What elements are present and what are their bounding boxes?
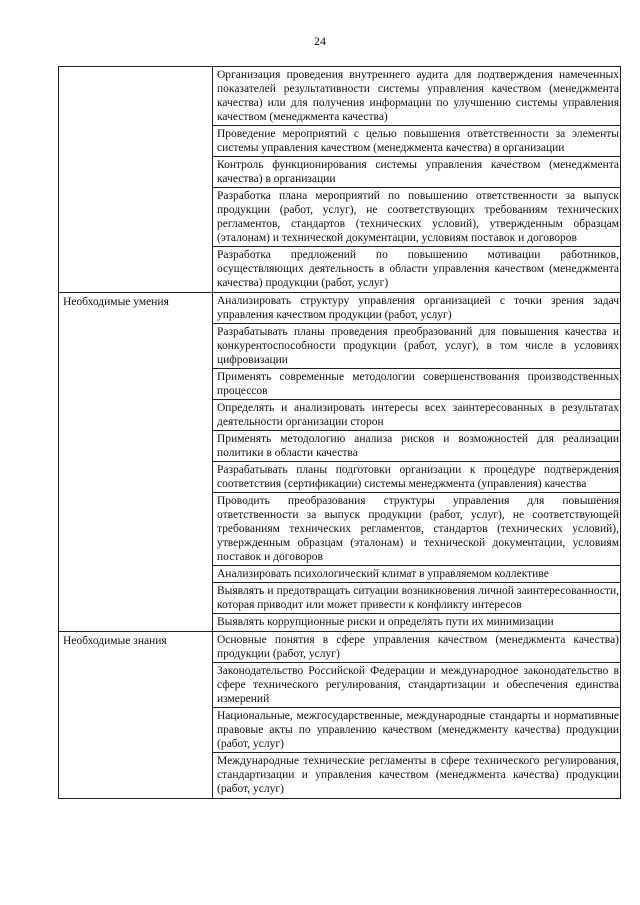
table-row xyxy=(59,67,621,293)
list-item: Организация проведения внутреннего аудита для подтверждения намеченных показателей результативности системы управления качеством (менеджмента качества) или для получения информации по улучшению системы управления качеством (менеджмента качества) xyxy=(217,69,619,123)
list-item: Основные понятия в сфере управления качеством (менеджмента качества) продукции (работ, услуг) xyxy=(217,634,619,660)
section-items xyxy=(213,632,621,799)
list-item: Определять и анализировать интересы всех заинтересованных в результатах деятельности организации сторон xyxy=(213,399,620,430)
list-item: Анализировать психологический климат в управляемом коллективе xyxy=(213,565,620,582)
list-item: Национальные, межгосударственные, международные стандарты и нормативные правовые акты по управлению качеством (менеджменту качества) продукции (работ, услуг) xyxy=(213,707,620,752)
list-item: Контроль функционирования системы управления качеством (менеджмента качества) в организации xyxy=(213,156,620,187)
list-item: Разработка предложений по повышению мотивации работников, осуществляющих деятельность в области управления качеством (менеджмента качества) продукции (работ, услуг) xyxy=(213,246,620,292)
list-item: Проводить преобразования структуры управления для повышения ответственности за выпуск продукции (работ, услуг), не соответствующей требованиям технических регламентов, стандартов (технических условий), утвержденным образцам (эталонам) и технической документации, условиям поставок и договоров xyxy=(213,492,620,565)
list-item: Проведение мероприятий с целью повышения ответственности за элементы системы управления качеством (менеджмента качества) в организации xyxy=(213,125,620,156)
list-item: Применять современные методологии совершенствования производственных процессов xyxy=(213,368,620,399)
table-row xyxy=(59,632,621,799)
list-item: Законодательство Российской Федерации и международное законодательство в сфере технического регулирования, стандартизации и обеспечения единства измерений xyxy=(213,662,620,707)
list-item: Разработка плана мероприятий по повышению ответственности за выпуск продукции (работ, услуг), не соответствующих требованиям технических регламентов, стандартов (технических условий), утвержденным образцам (эталонам) и технической документации, условиям поставок и договоров xyxy=(213,187,620,246)
competency-table xyxy=(58,66,621,799)
section-label: Необходимые умения xyxy=(59,293,213,632)
section-items xyxy=(213,293,621,632)
list-item: Разрабатывать планы подготовки организации к процедуре подтверждения соответствия (сертификации) системы менеджмента (управления) качества xyxy=(213,461,620,492)
section-items xyxy=(213,67,621,293)
section-label: Необходимые знания xyxy=(59,632,213,799)
list-item: Анализировать структуру управления организацией с точки зрения задач управления качеством продукции (работ, услуг) xyxy=(217,295,619,321)
list-item: Международные технические регламенты в сфере технического регулирования, стандартизации и управления качеством (менеджмента качества) продукции (работ, услуг) xyxy=(213,752,620,798)
table-row xyxy=(59,293,621,632)
list-item: Выявлять коррупционные риски и определять пути их минимизации xyxy=(213,613,620,631)
list-item: Выявлять и предотвращать ситуации возникновения личной заинтересованности, которая приводит или может привести к конфликту интересов xyxy=(213,582,620,613)
list-item: Применять методологию анализа рисков и возможностей для реализации политики в области качества xyxy=(213,430,620,461)
list-item: Разрабатывать планы проведения преобразований для повышения качества и конкурентоспособности продукции (работ, услуг), в том числе в условиях цифровизации xyxy=(213,323,620,368)
page-number: 24 xyxy=(314,34,326,48)
section-label xyxy=(59,67,213,293)
